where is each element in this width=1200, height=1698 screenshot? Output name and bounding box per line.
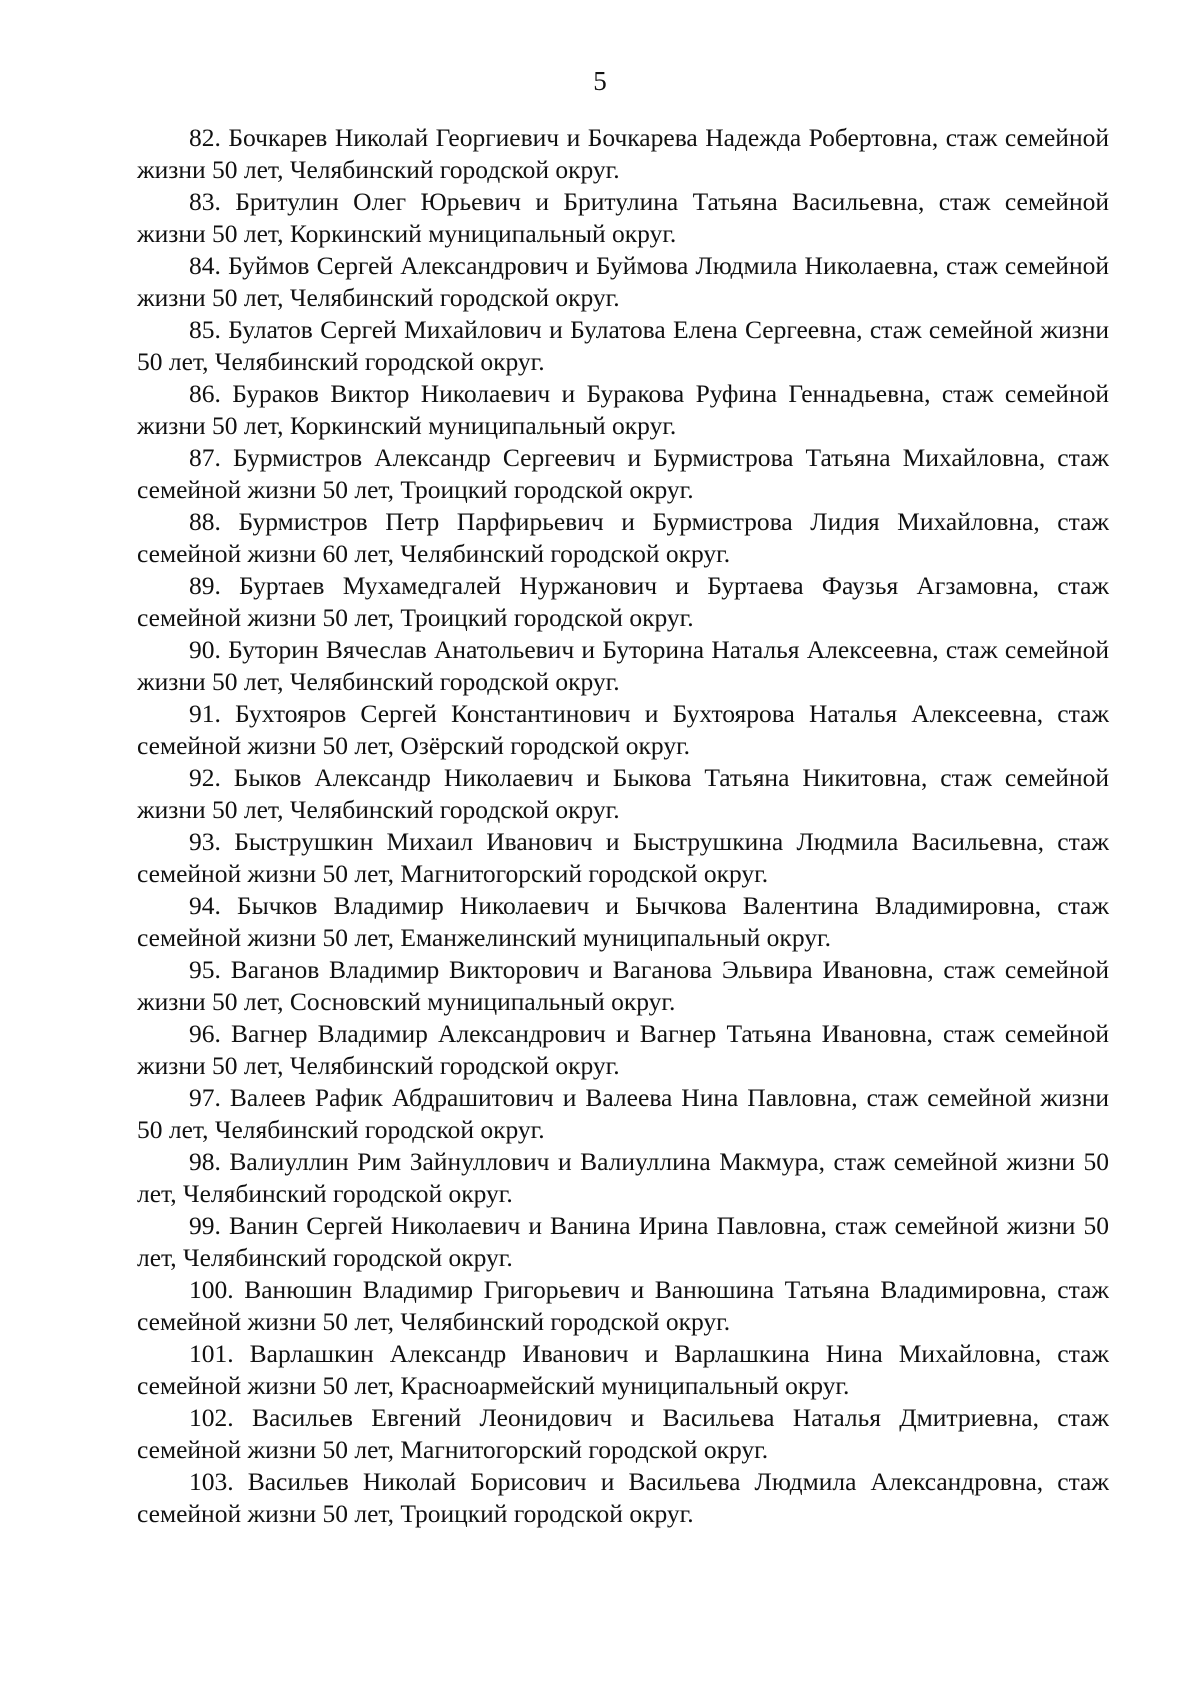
item-number: 92. [189, 763, 221, 792]
page-number: 5 [593, 66, 607, 96]
list-item [137, 442, 1109, 506]
item-number: 100. [189, 1275, 234, 1304]
item-number: 88. [189, 507, 221, 536]
item-number: 93. [189, 827, 221, 856]
item-text: Бухтояров Сергей Константинович и Бухтоярова Наталья Алексеевна, стаж семейной жизни 50 лет, Озёрский городской округ. [137, 699, 1110, 760]
list-item [137, 634, 1109, 698]
list-item [137, 1082, 1109, 1146]
list-item [137, 250, 1109, 314]
item-text: Васильев Николай Борисович и Васильева Людмила Александровна, стаж семейной жизни 50 лет, Троицкий городской округ. [137, 1467, 1109, 1528]
item-text: Ваганов Владимир Викторович и Ваганова Эльвира Ивановна, стаж семейной жизни 50 лет, Сосновский муниципальный округ. [137, 955, 1109, 1016]
item-number: 98. [189, 1147, 221, 1176]
item-text: Буймов Сергей Александрович и Буймова Людмила Николаевна, стаж семейной жизни 50 лет, Челябинский городской округ. [137, 251, 1109, 312]
list-item [137, 1402, 1109, 1466]
list-item [137, 1338, 1109, 1402]
item-number: 96. [189, 1019, 221, 1048]
item-number: 95. [189, 955, 221, 984]
item-text: Быструшкин Михаил Иванович и Быструшкина Людмила Васильевна, стаж семейной жизни 50 лет, Магнитогорский городской округ. [137, 827, 1110, 888]
item-text: Бураков Виктор Николаевич и Буракова Руфина Геннадьевна, стаж семейной жизни 50 лет, Коркинский муниципальный округ. [137, 379, 1109, 440]
item-number: 86. [189, 379, 221, 408]
item-number: 85. [189, 315, 221, 344]
item-number: 91. [189, 699, 221, 728]
item-text: Быков Александр Николаевич и Быкова Татьяна Никитовна, стаж семейной жизни 50 лет, Челябинский городской округ. [137, 763, 1109, 824]
item-text: Вагнер Владимир Александрович и Вагнер Татьяна Ивановна, стаж семейной жизни 50 лет, Челябинский городской округ. [137, 1019, 1109, 1080]
list-item [137, 1018, 1109, 1082]
item-number: 101. [189, 1339, 234, 1368]
item-number: 87. [189, 443, 221, 472]
item-text: Варлашкин Александр Иванович и Варлашкина Нина Михайловна, стаж семейной жизни 50 лет, Красноармейский муниципальный округ. [137, 1339, 1109, 1400]
list-item [137, 954, 1109, 1018]
list-item [137, 1210, 1109, 1274]
list-item [137, 1146, 1109, 1210]
list-item [137, 378, 1109, 442]
item-text: Ванюшин Владимир Григорьевич и Ванюшина Татьяна Владимировна, стаж семейной жизни 50 лет, Челябинский городской округ. [137, 1275, 1109, 1336]
list-item [137, 698, 1109, 762]
item-number: 90. [189, 635, 221, 664]
item-text: Ванин Сергей Николаевич и Ванина Ирина Павловна, стаж семейной жизни 50 лет, Челябинский городской округ. [137, 1211, 1110, 1272]
list-item [137, 314, 1109, 378]
list-item [137, 506, 1109, 570]
list-item [137, 122, 1109, 186]
item-number: 83. [189, 187, 221, 216]
list-item [137, 1274, 1109, 1338]
item-number: 102. [189, 1403, 234, 1432]
item-text: Валеев Рафик Абдрашитович и Валеева Нина Павловна, стаж семейной жизни 50 лет, Челябинский городской округ. [137, 1083, 1109, 1144]
item-text: Бурмистров Александр Сергеевич и Бурмистрова Татьяна Михайловна, стаж семейной жизни 50 лет, Троицкий городской округ. [137, 443, 1110, 504]
entries-list [137, 122, 1109, 1530]
item-text: Бычков Владимир Николаевич и Бычкова Валентина Владимировна, стаж семейной жизни 50 лет, Еманжелинский муниципальный округ. [137, 891, 1109, 952]
list-item [137, 570, 1109, 634]
item-text: Валиуллин Рим Зайнуллович и Валиуллина Макмура, стаж семейной жизни 50 лет, Челябинский городской округ. [137, 1147, 1110, 1208]
item-text: Буртаев Мухамедгалей Нуржанович и Буртаева Фаузья Агзамовна, стаж семейной жизни 50 лет, Троицкий городской округ. [137, 571, 1110, 632]
list-item [137, 1466, 1109, 1530]
item-text: Бритулин Олег Юрьевич и Бритулина Татьяна Васильевна, стаж семейной жизни 50 лет, Коркинский муниципальный округ. [137, 187, 1109, 248]
item-number: 103. [189, 1467, 234, 1496]
list-item [137, 890, 1109, 954]
item-text: Бочкарев Николай Георгиевич и Бочкарева Надежда Робертовна, стаж семейной жизни 50 лет, Челябинский городской округ. [137, 123, 1109, 184]
item-number: 97. [189, 1083, 221, 1112]
item-number: 89. [189, 571, 221, 600]
item-text: Буторин Вячеслав Анатольевич и Буторина Наталья Алексеевна, стаж семейной жизни 50 лет, Челябинский городской округ. [137, 635, 1110, 696]
item-text: Бурмистров Петр Парфирьевич и Бурмистрова Лидия Михайловна, стаж семейной жизни 60 лет, Челябинский городской округ. [137, 507, 1110, 568]
list-item [137, 762, 1109, 826]
item-text: Васильев Евгений Леонидович и Васильева Наталья Дмитриевна, стаж семейной жизни 50 лет, Магнитогорский городской округ. [137, 1403, 1109, 1464]
item-number: 82. [189, 123, 221, 152]
item-text: Булатов Сергей Михайлович и Булатова Елена Сергеевна, стаж семейной жизни 50 лет, Челябинский городской округ. [137, 315, 1109, 376]
item-number: 99. [189, 1211, 221, 1240]
item-number: 84. [189, 251, 221, 280]
list-item [137, 826, 1109, 890]
item-number: 94. [189, 891, 221, 920]
list-item [137, 186, 1109, 250]
